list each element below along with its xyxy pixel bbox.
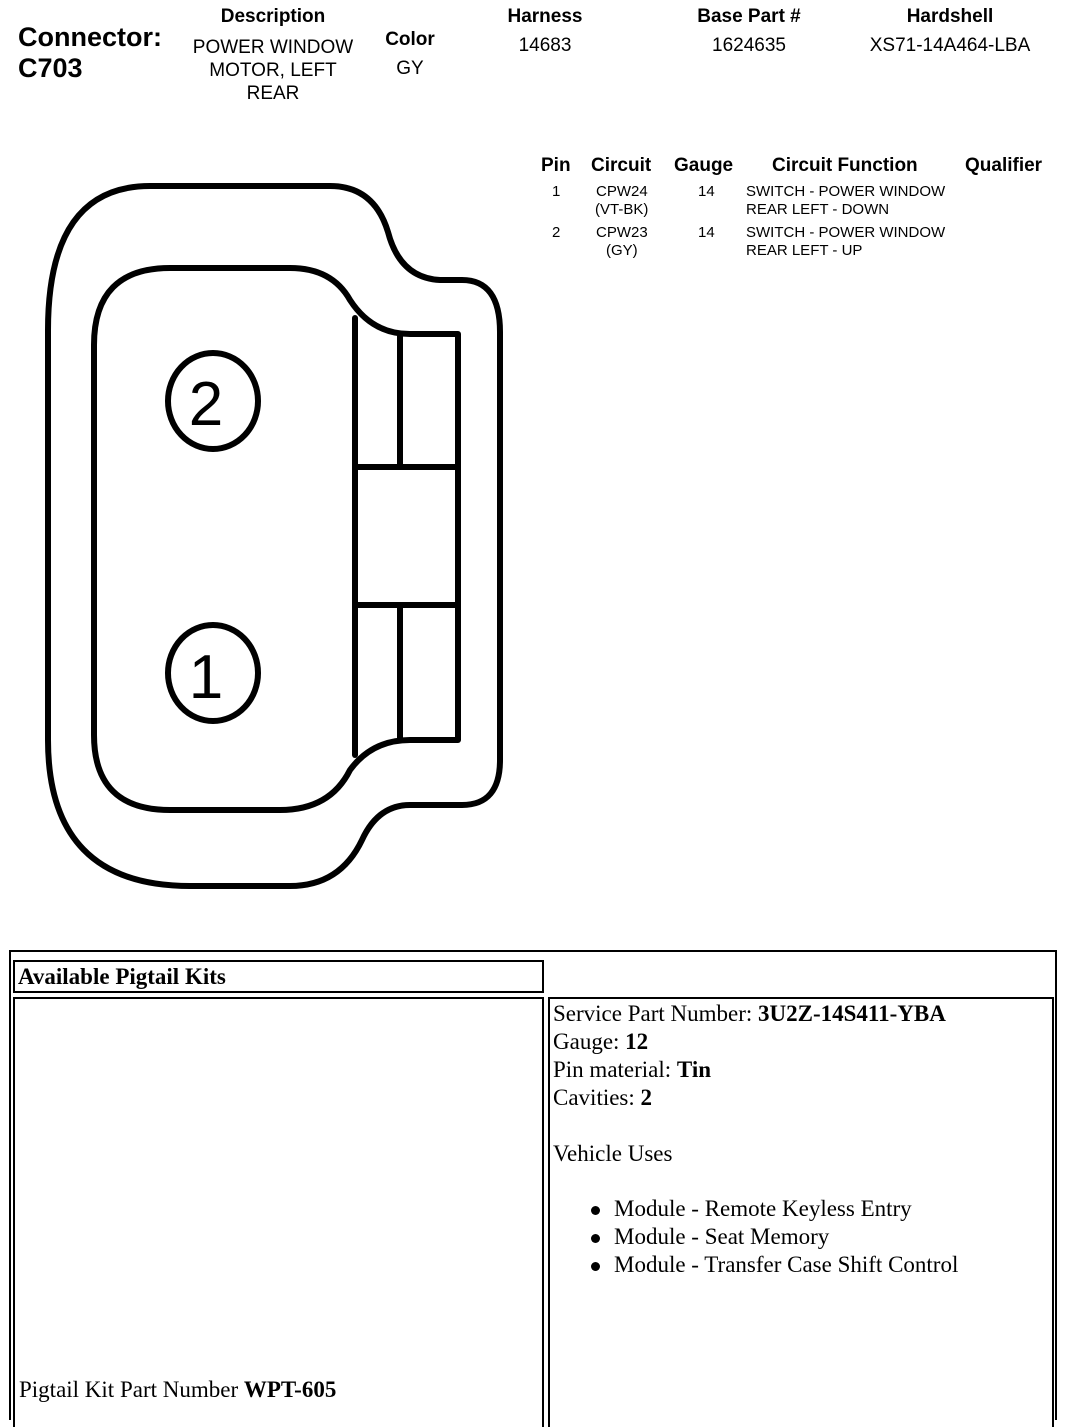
header-harness: [480, 6, 610, 57]
description-heading: Description: [220, 6, 326, 27]
vehicle-uses-list: [586, 1195, 958, 1279]
pin-header-circuit: Circuit: [591, 155, 652, 176]
pin-row-2-gauge: 14: [698, 224, 715, 241]
base-part-heading: Base Part #: [697, 6, 801, 27]
connector-inner-housing: [94, 268, 458, 810]
vehicle-use-2: Module - Seat Memory: [614, 1224, 830, 1249]
hardshell-value: XS71-14A464-LBA: [869, 35, 1031, 56]
list-item: [586, 1195, 958, 1223]
service-part-value: 3U2Z-14S411-YBA: [758, 1001, 946, 1026]
connector-label-text: Connector:: [18, 22, 162, 52]
connector-id: C703: [18, 53, 83, 83]
pigtail-kit-line: [19, 1377, 336, 1403]
pin-header-pin: Pin: [541, 155, 571, 176]
description-line-1: POWER WINDOW: [192, 37, 354, 58]
pin-label-2: 2: [188, 370, 224, 439]
pin-label-1: 1: [188, 643, 224, 712]
service-part-line: [553, 1000, 946, 1028]
harness-value: 14683: [518, 35, 572, 56]
harness-heading: Harness: [507, 6, 583, 27]
pin-material-label: Pin material:: [553, 1057, 677, 1082]
cavities-line: [553, 1084, 652, 1112]
header-description: [178, 6, 368, 105]
pin-row-1-function-2: REAR LEFT - DOWN: [746, 201, 890, 218]
gauge-value: 12: [625, 1029, 649, 1054]
pigtail-kit-value: WPT-605: [243, 1377, 337, 1402]
pin-row-2-function-2: REAR LEFT - UP: [746, 242, 863, 259]
description-line-2: MOTOR, LEFT: [209, 60, 337, 81]
pin-row-2-wire-color: (GY): [606, 242, 638, 259]
connector-label: [18, 22, 162, 84]
pigtail-kit-cell: [13, 997, 544, 1427]
pin-row-2-pin: 2: [552, 224, 561, 241]
color-heading: Color: [385, 29, 435, 50]
vehicle-use-1: Module - Remote Keyless Entry: [614, 1196, 912, 1221]
bullet-icon: [591, 1234, 600, 1243]
vehicle-use-3: Module - Transfer Case Shift Control: [614, 1252, 959, 1277]
pin-header-qualifier: Qualifier: [965, 155, 1043, 176]
pin-material-value: Tin: [676, 1057, 712, 1082]
pin-row-2-circuit: CPW23: [596, 224, 648, 241]
pigtail-kit-label: Pigtail Kit Part Number: [19, 1377, 244, 1402]
pigtail-spec-cell: [548, 997, 1054, 1427]
gauge-line: [553, 1028, 648, 1056]
bullet-icon: [591, 1206, 600, 1215]
pin-row-1-pin: 1: [552, 183, 561, 200]
cavities-value: 2: [640, 1085, 653, 1110]
list-item: [586, 1251, 958, 1279]
pin-row-1-gauge: 14: [698, 183, 715, 200]
pigtail-title: Available Pigtail Kits: [18, 964, 226, 989]
pin-row-1-circuit: CPW24: [596, 183, 648, 200]
gauge-label: Gauge:: [553, 1029, 626, 1054]
color-value: GY: [396, 58, 424, 79]
header-color: [370, 6, 450, 80]
pigtail-title-cell: [13, 960, 544, 993]
pin-row-1-function-1: SWITCH - POWER WINDOW: [746, 183, 946, 200]
header-hardshell: [850, 6, 1050, 57]
pin-row-1-wire-color: (VT-BK): [595, 201, 649, 218]
list-item: [586, 1223, 958, 1251]
pin-header-gauge: Gauge: [674, 155, 734, 176]
description-line-3: REAR: [246, 83, 300, 104]
pin-row-2-function-1: SWITCH - POWER WINDOW: [746, 224, 946, 241]
connector-diagram: [0, 170, 540, 910]
connector-outer-housing: [48, 186, 500, 886]
base-part-value: 1624635: [712, 35, 786, 56]
header-base-part: [670, 6, 828, 57]
pin-material-line: [553, 1056, 711, 1084]
cavities-label: Cavities:: [553, 1085, 641, 1110]
pin-header-function: Circuit Function: [772, 155, 918, 176]
service-part-label: Service Part Number:: [553, 1001, 759, 1026]
bullet-icon: [591, 1262, 600, 1271]
hardshell-heading: Hardshell: [906, 6, 994, 27]
vehicle-uses-heading: Vehicle Uses: [553, 1141, 673, 1166]
